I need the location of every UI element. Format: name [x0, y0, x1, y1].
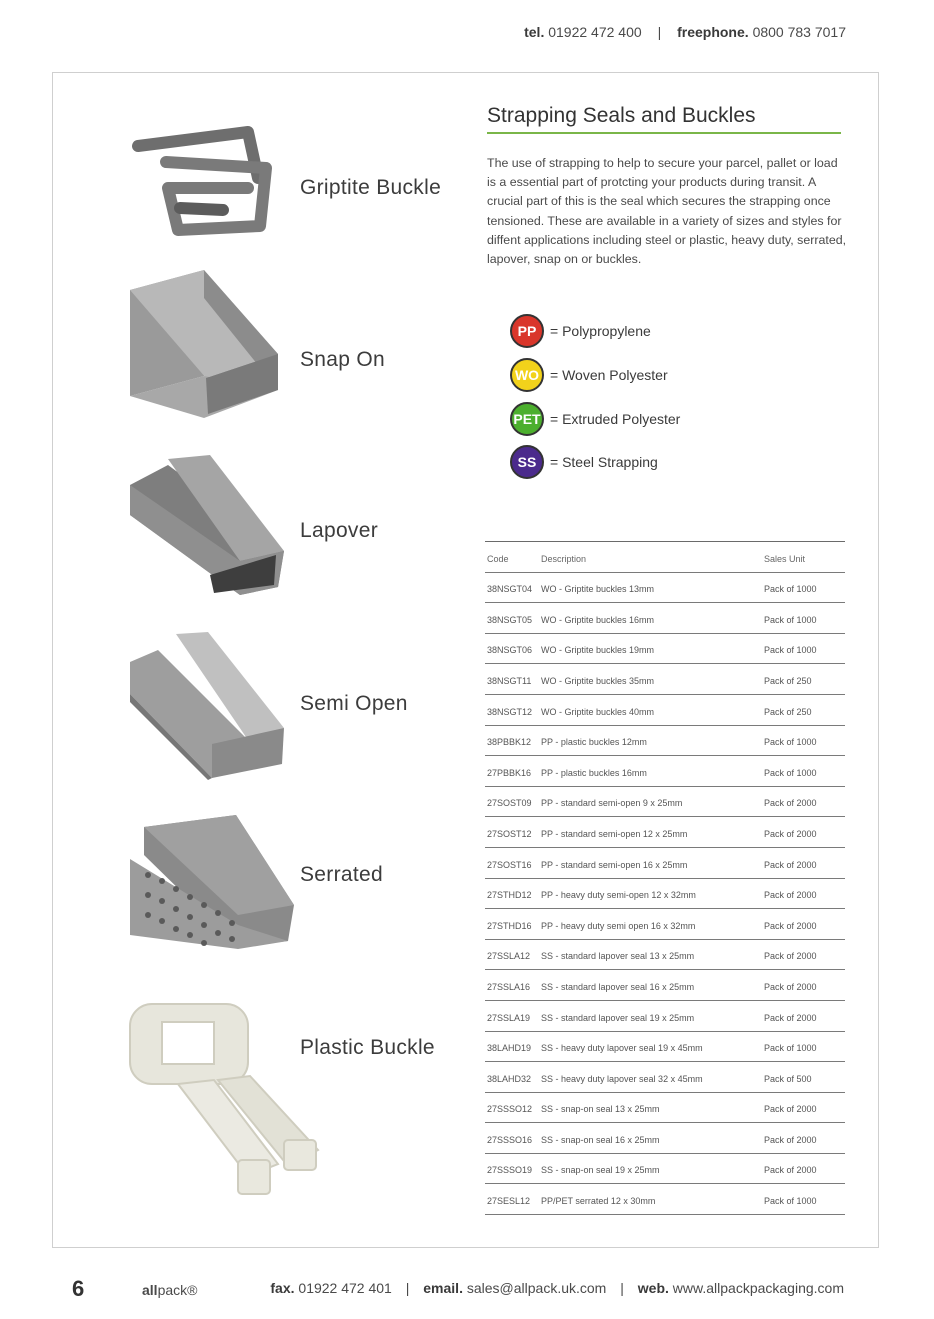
ss-badge-icon: SS	[510, 445, 544, 479]
email-link[interactable]: sales@allpack.uk.com	[466, 1280, 607, 1296]
row-sales-unit: Pack of 2000	[764, 920, 817, 931]
legend-label: = Extruded Polyester	[550, 411, 681, 427]
product-lapover	[128, 455, 468, 625]
row-sales-unit: Pack of 1000	[764, 767, 817, 778]
row-sales-unit: Pack of 2000	[764, 1165, 817, 1176]
legend-item-wo	[510, 356, 668, 394]
footer-separator: |	[405, 1280, 410, 1296]
row-description: SS - snap-on seal 16 x 25mm	[541, 1134, 660, 1145]
row-code: 27STHD16	[487, 920, 532, 931]
page-number: 6	[72, 1276, 85, 1301]
section-intro: The use of strapping to help to secure your parcel, pallet or load is a essential part of protcting your products during transit. A crucial part of this is the seal which secures the strapping once tensioned. These are available in a variety of sizes and styles for diffent applications including steel or plastic, heavy duty, serrated, lapover, snap on or buckles.	[487, 156, 847, 267]
product-semi-open	[128, 632, 468, 802]
product-name: Griptite Buckle	[300, 176, 442, 199]
row-description: SS - standard lapover seal 13 x 25mm	[541, 951, 695, 962]
pp-badge-icon: PP	[510, 314, 544, 348]
brand-bold: all	[142, 1282, 158, 1298]
row-code: 27SSLA16	[487, 981, 531, 992]
header-contact	[524, 24, 846, 40]
footer-contacts	[270, 1280, 844, 1296]
table-row	[485, 909, 845, 940]
row-description: PP/PET serrated 12 x 30mm	[541, 1196, 656, 1207]
table-row	[485, 1032, 845, 1063]
row-description: WO - Griptite buckles 40mm	[541, 706, 655, 717]
row-description: SS - standard lapover seal 19 x 25mm	[541, 1012, 695, 1023]
product-snap-on	[128, 268, 468, 438]
table-header	[485, 542, 845, 573]
row-description: SS - snap-on seal 19 x 25mm	[541, 1165, 660, 1176]
table-row	[485, 817, 845, 848]
row-code: 27STHD12	[487, 890, 532, 901]
wo-badge-icon: WO	[510, 358, 544, 392]
row-sales-unit: Pack of 2000	[764, 1104, 817, 1115]
product-name: Plastic Buckle	[300, 1036, 435, 1059]
footer-separator: |	[620, 1280, 624, 1296]
row-code: 38PBBK12	[487, 737, 532, 748]
table-row	[485, 634, 845, 665]
table-row	[485, 1184, 845, 1215]
row-description: WO - Griptite buckles 19mm	[541, 645, 655, 656]
row-sales-unit: Pack of 1000	[764, 584, 817, 595]
row-code: 38LAHD32	[487, 1073, 532, 1084]
row-code: 27PBBK16	[487, 767, 532, 778]
brand-logo	[142, 1282, 197, 1298]
row-code: 27SSSO12	[487, 1104, 533, 1115]
row-code: 38NSGT05	[487, 614, 533, 625]
legend-item-pp	[510, 312, 651, 350]
fax-label: fax.	[270, 1280, 295, 1296]
row-sales-unit: Pack of 500	[764, 1073, 812, 1084]
row-code: 27SOST16	[487, 859, 532, 870]
legend-item-pet	[510, 400, 680, 438]
footer	[0, 1276, 934, 1303]
row-code: 27SSLA19	[487, 1012, 531, 1023]
product-serrated	[128, 815, 468, 985]
row-sales-unit: Pack of 1000	[764, 614, 817, 625]
table-row	[485, 1062, 845, 1093]
table-row	[485, 848, 845, 879]
table-row	[485, 756, 845, 787]
header-code: Code	[487, 553, 509, 564]
row-code: 27SSSO19	[487, 1165, 533, 1176]
legend-item-ss	[510, 443, 658, 481]
legend-label: = Steel Strapping	[550, 454, 658, 470]
row-code: 27SSSO16	[487, 1134, 533, 1145]
row-sales-unit: Pack of 1000	[764, 645, 817, 656]
row-description: SS - standard lapover seal 16 x 25mm	[541, 981, 695, 992]
product-name: Semi Open	[300, 692, 408, 715]
table-row	[485, 1154, 845, 1185]
row-sales-unit: Pack of 1000	[764, 1196, 817, 1207]
row-sales-unit: Pack of 2000	[764, 890, 817, 901]
lapover-seal-image	[128, 455, 288, 605]
plastic-buckle-image	[128, 1000, 328, 1200]
web-label: web.	[637, 1280, 669, 1296]
tel-number[interactable]: 01922 472 400	[548, 24, 642, 40]
snap-on-seal-image	[128, 268, 288, 423]
serrated-seal-image	[128, 815, 298, 970]
row-code: 38LAHD19	[487, 1043, 532, 1054]
table-row	[485, 695, 845, 726]
section-title: Strapping Seals and Buckles	[487, 104, 841, 134]
product-name: Lapover	[300, 519, 378, 542]
brand-rest: pack®	[157, 1282, 198, 1298]
row-sales-unit: Pack of 1000	[764, 1043, 817, 1054]
table-row	[485, 1123, 845, 1154]
row-description: PP - standard semi-open 16 x 25mm	[541, 859, 688, 870]
row-description: PP - plastic buckles 12mm	[541, 737, 647, 748]
row-description: WO - Griptite buckles 35mm	[541, 675, 655, 686]
table-row	[485, 1093, 845, 1124]
row-code: 27SESL12	[487, 1196, 531, 1207]
row-code: 38NSGT12	[487, 706, 533, 717]
header-sales-unit: Sales Unit	[764, 553, 806, 564]
row-sales-unit: Pack of 2000	[764, 981, 817, 992]
row-code: 38NSGT04	[487, 584, 533, 595]
product-plastic-buckle	[128, 1000, 468, 1200]
row-description: PP - standard semi-open 9 x 25mm	[541, 798, 683, 809]
table-row	[485, 787, 845, 818]
pet-badge-icon: PET	[510, 402, 544, 436]
row-sales-unit: Pack of 2000	[764, 1134, 817, 1145]
legend-label: = Polypropylene	[550, 323, 651, 339]
row-description: SS - heavy duty lapover seal 32 x 45mm	[541, 1073, 703, 1084]
griptite-buckle-image	[128, 118, 278, 248]
row-sales-unit: Pack of 250	[764, 706, 812, 717]
email-label: email.	[423, 1280, 463, 1296]
product-griptite-buckle	[128, 118, 468, 288]
tel-label: tel.	[524, 24, 545, 40]
row-sales-unit: Pack of 1000	[764, 737, 817, 748]
row-sales-unit: Pack of 2000	[764, 828, 817, 839]
table-row	[485, 970, 845, 1001]
product-name: Serrated	[300, 863, 383, 886]
row-code: 38NSGT11	[487, 675, 532, 686]
row-code: 27SOST09	[487, 798, 532, 809]
row-sales-unit: Pack of 2000	[764, 859, 817, 870]
table-row	[485, 664, 845, 695]
table-row	[485, 726, 845, 757]
row-description: WO - Griptite buckles 16mm	[541, 614, 655, 625]
web-link[interactable]: www.allpackpackaging.com	[672, 1280, 844, 1296]
row-sales-unit: Pack of 2000	[764, 951, 817, 962]
table-row	[485, 940, 845, 971]
row-description: PP - standard semi-open 12 x 25mm	[541, 828, 688, 839]
legend-label: = Woven Polyester	[550, 367, 668, 383]
table-row	[485, 1001, 845, 1032]
fax-number: 01922 472 401	[298, 1280, 392, 1296]
row-sales-unit: Pack of 2000	[764, 798, 817, 809]
row-description: WO - Griptite buckles 13mm	[541, 584, 655, 595]
row-description: PP - plastic buckles 16mm	[541, 767, 647, 778]
row-description: SS - heavy duty lapover seal 19 x 45mm	[541, 1043, 703, 1054]
row-code: 27SOST12	[487, 828, 532, 839]
freephone-label: freephone.	[677, 24, 749, 40]
product-name: Snap On	[300, 348, 385, 371]
row-description: SS - snap-on seal 13 x 25mm	[541, 1104, 660, 1115]
row-code: 27SSLA12	[487, 951, 531, 962]
header-separator: |	[657, 24, 662, 40]
table-row	[485, 879, 845, 910]
row-description: PP - heavy duty semi-open 12 x 32mm	[541, 890, 696, 901]
table-body	[485, 573, 845, 1215]
product-table	[485, 541, 845, 1215]
semi-open-seal-image	[128, 632, 288, 782]
table-row	[485, 603, 845, 634]
header-description: Description	[541, 553, 587, 564]
row-sales-unit: Pack of 250	[764, 675, 812, 686]
row-sales-unit: Pack of 2000	[764, 1012, 817, 1023]
freephone-number[interactable]: 0800 783 7017	[752, 24, 846, 40]
table-row	[485, 573, 845, 604]
row-code: 38NSGT06	[487, 645, 533, 656]
row-description: PP - heavy duty semi open 16 x 32mm	[541, 920, 696, 931]
